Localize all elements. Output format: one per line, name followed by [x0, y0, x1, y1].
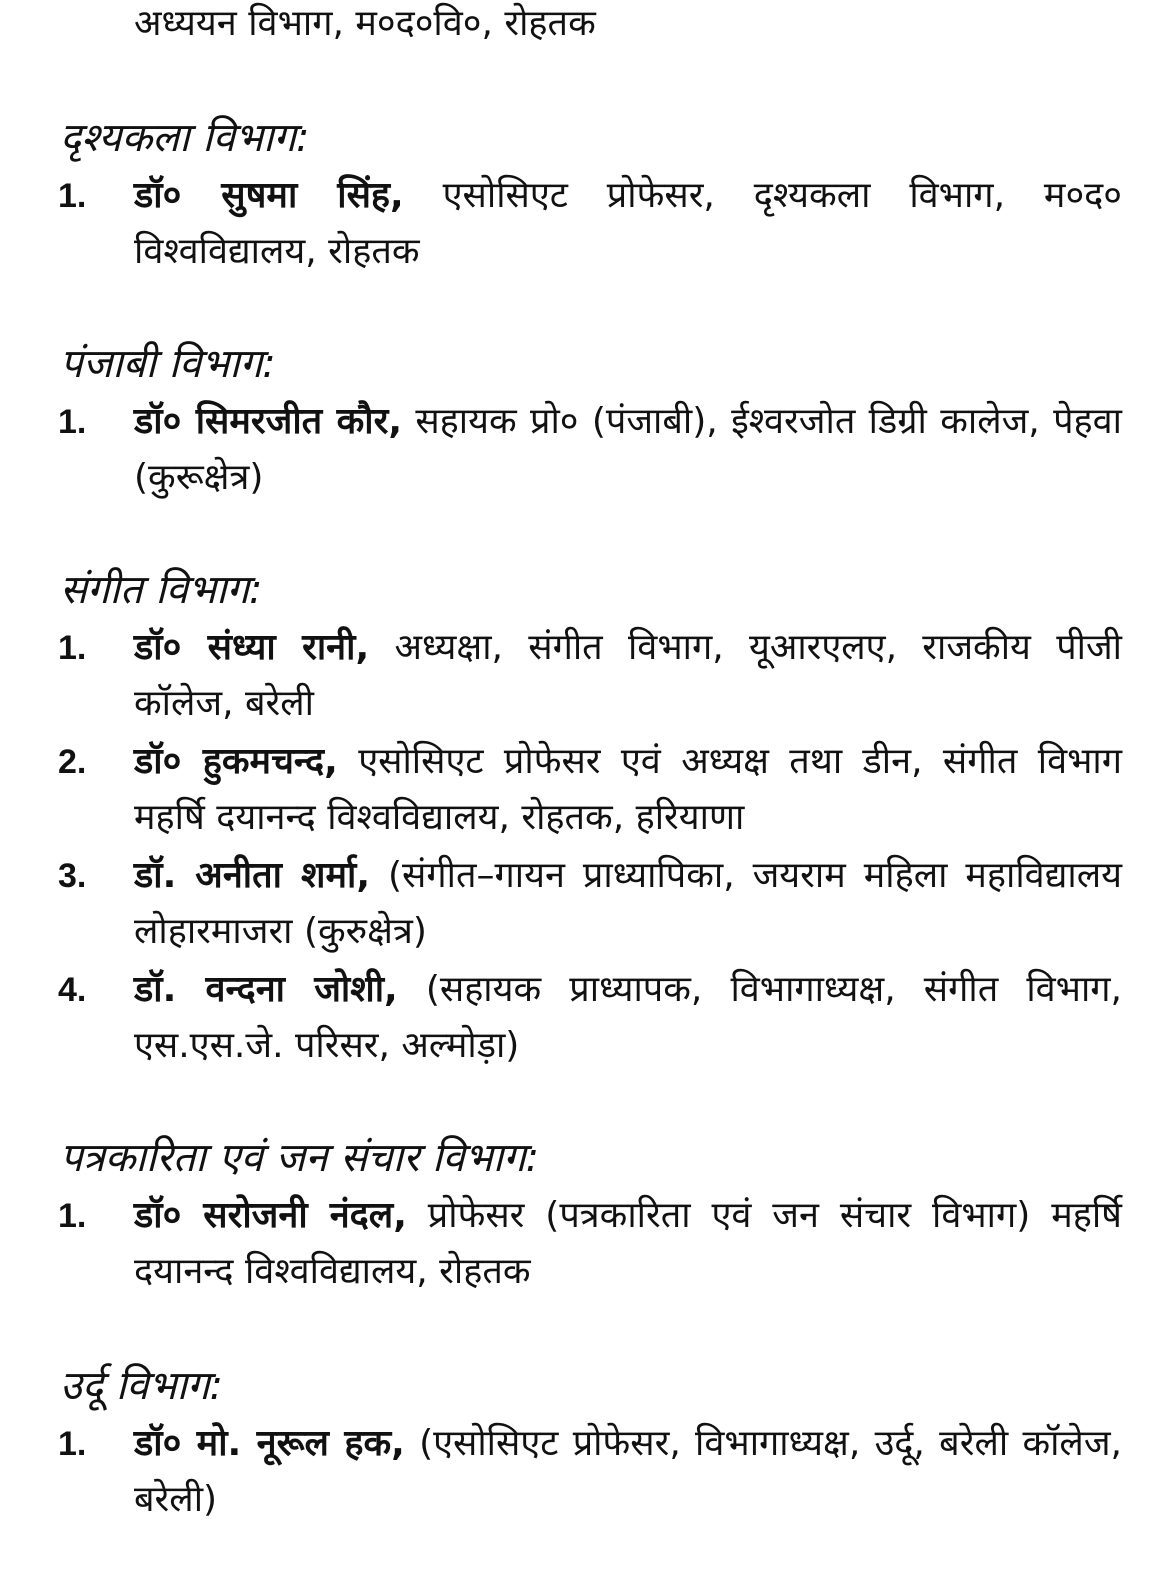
item-number: 2.	[58, 743, 87, 781]
person-detail: सहायक प्रो० (पंजाबी), ईश्वरजोत डिग्री कालेज, पेहवा (कुरूक्षेत्र)	[134, 401, 1122, 498]
item-text	[134, 620, 1122, 732]
section-heading-drishyakala: दृश्यकला विभाग:	[60, 115, 310, 161]
item-number: 1.	[58, 1197, 87, 1235]
person-name: डॉ० मो. नूरूल हक,	[134, 1423, 405, 1464]
section-heading-sangeet: संगीत विभाग:	[60, 567, 263, 613]
item-number: 1.	[58, 177, 87, 215]
section-heading-urdu: उर्दू विभाग:	[60, 1363, 223, 1409]
item-text	[134, 1188, 1122, 1300]
item-text	[134, 734, 1122, 846]
person-name: डॉ. अनीता शर्मा,	[134, 855, 371, 896]
item-text	[134, 962, 1122, 1074]
item-number: 1.	[58, 1425, 87, 1463]
item-text	[134, 394, 1122, 506]
item-text	[134, 848, 1122, 960]
person-name: डॉ० सिमरजीत कौर,	[134, 401, 402, 442]
section-heading-patrakarita: पत्रकारिता एवं जन संचार विभाग:	[60, 1135, 540, 1181]
person-detail: (संगीत–गायन प्राध्यापिका, जयराम महिला महाविद्यालय लोहारमाजरा (कुरुक्षेत्र)	[134, 855, 1122, 952]
person-detail: अध्यक्षा, संगीत विभाग, यूआरएलए, राजकीय पीजी कॉलेज, बरेली	[134, 627, 1122, 724]
person-name: डॉ० हुकमचन्द,	[134, 741, 338, 782]
person-detail: प्रोफेसर (पत्रकारिता एवं जन संचार विभाग) महर्षि दयानन्द विश्वविद्यालय, रोहतक	[134, 1195, 1122, 1292]
person-name: डॉ० सुषमा सिंह,	[134, 175, 404, 216]
item-text	[134, 168, 1122, 280]
section-heading-punjabi: पंजाबी विभाग:	[60, 341, 276, 387]
person-detail: (एसोसिएट प्रोफेसर, विभागाध्यक्ष, उर्दू, बरेली कॉलेज, बरेली)	[134, 1423, 1122, 1520]
person-name: डॉ० संध्या रानी,	[134, 627, 370, 668]
person-detail: (सहायक प्राध्यापक, विभागाध्यक्ष, संगीत विभाग, एस.एस.जे. परिसर, अल्मोड़ा)	[134, 969, 1122, 1066]
item-number: 1.	[58, 629, 87, 667]
person-name: डॉ. वन्दना जोशी,	[134, 969, 398, 1010]
person-detail: एसोसिएट प्रोफेसर एवं अध्यक्ष तथा डीन, संगीत विभाग महर्षि दयानन्द विश्वविद्यालय, रोहतक, हरियाणा	[134, 741, 1122, 838]
item-text	[134, 1416, 1122, 1528]
person-detail: एसोसिएट प्रोफेसर, दृश्यकला विभाग, म०द० विश्वविद्यालय, रोहतक	[134, 175, 1122, 272]
item-number: 4.	[58, 971, 87, 1009]
item-number: 3.	[58, 857, 87, 895]
item-number: 1.	[58, 403, 87, 441]
person-name: डॉ० सरोजनी नंदल,	[134, 1195, 407, 1236]
top-line: अध्ययन विभाग, म०द०वि०, रोहतक	[134, 3, 596, 44]
